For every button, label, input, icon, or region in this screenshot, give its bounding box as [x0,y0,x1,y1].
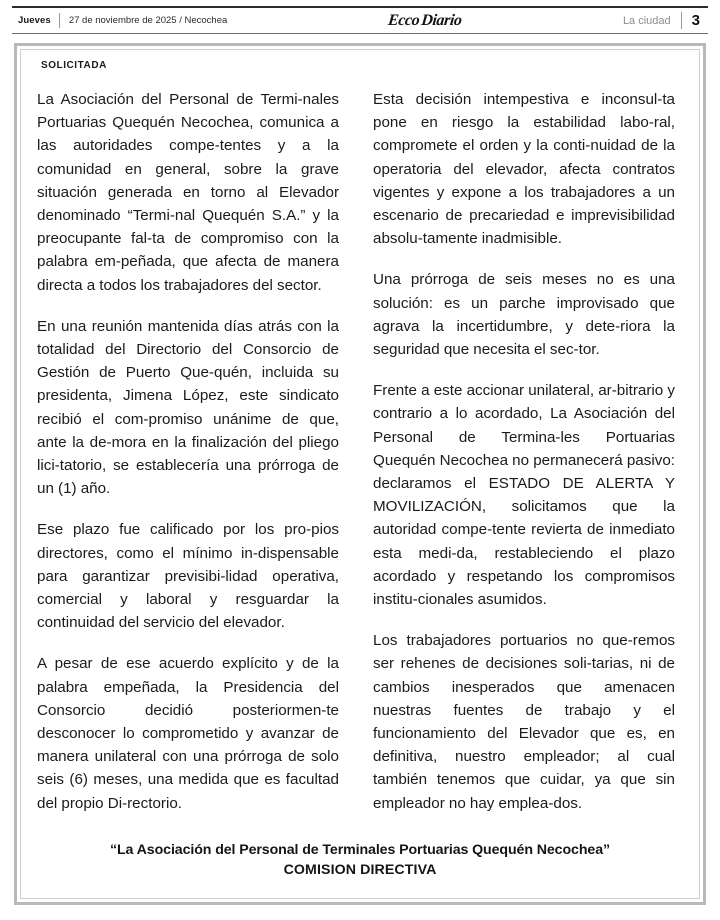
header-date: 27 de noviembre de 2025 / Necochea [68,15,228,26]
page-header [12,6,708,34]
solicitada-inner-frame [20,49,700,899]
header-weekday: Jueves [18,15,51,26]
logo-word-one: Ecco [387,11,421,29]
signature-body: COMISION DIRECTIVA [283,862,437,878]
solicitada-frame [14,43,706,905]
logo-word-two: Diario [420,11,463,29]
signature-organization: “La Asociación del Personal de Terminales Portuarias Quequén Necochea” [110,842,610,858]
column-right [373,88,675,815]
paragraph: Ese plazo fue calificado por los pro-pios directores, como el mínimo in-dispensable para garantizar previsibi-lidad operativa, comercial y laboral y resguardar la continuidad del servicio del elevador. [37,521,339,632]
article-columns [37,88,683,815]
paragraph: A pesar de ese acuerdo explícito y de la palabra empeñada, la Presidencia del Consorcio decidió posteriormen-te desconocer lo comprometido y avanzar de manera unilateral con una prórroga de solo seis (6) meses, una medida que es facultad del propio Di-rectorio. [37,655,339,812]
paragraph: En una reunión mantenida días atrás con la totalidad del Directorio del Consorcio de Gestión de Puerto Que-quén, incluida su presidenta, Jimena López, este sindicato recibió el com-promiso unánime de que, ante la de-mora en la finalización del pliego lici-tatorio, se establecería una prórroga de un (1) año. [37,317,339,498]
solicitada-kicker: SOLICITADA [41,60,107,71]
newspaper-logo [387,12,462,30]
paragraph: Los trabajadores portuarios no que-remos ser rehenes de decisiones soli-tarias, ni de cambios inesperados que amenacen nuestras fuentes de trabajo y el funcionamiento del Elevador que es, en definitiva, nuestro empleador; al cual también tenemos que cuidar, ya que sin empleador no hay emplea-dos. [373,632,675,812]
paragraph: Una prórroga de seis meses no es una solución: es un parche improvisado que agrava la incertidumbre, y dete-riora la seguridad que necesita el sec-tor. [373,271,675,359]
column-left [37,88,339,815]
paragraph: Esta decisión intempestiva e inconsul-ta pone en riesgo la estabilidad labo-ral, compromete el orden y la conti-nuidad de la operatoria del elevador, afecta contratos vigentes y expone a los trabajadores a un escenario de precariedad e imprevisibilidad absolu-tamente inadmisible. [373,91,675,248]
header-section-label: La ciudad [622,14,671,27]
signature-block [37,840,683,880]
page-number: 3 [691,12,700,29]
paragraph: La Asociación del Personal de Termi-nales Portuarias Quequén Necochea, comunica a las autoridades compe-tentes y a la comunidad en general, sobre la grave situación generada en torno al Elevador denominado “Termi-nal Quequén S.A.” y la preocupante fal-ta de compromiso con la palabra em-peñada, que afecta de manera directa a todos los trabajadores del sector. [37,91,339,294]
paragraph: Frente a este accionar unilateral, ar-bitrario y contrario a lo acordado, La Asociación del Personal de Termina-les Portuarias Quequén Necochea no permanecerá pasivo: declaramos el ESTADO DE ALERTA Y MOVILIZACIÓN, solicitamos que la autoridad compe-tente revierta de inmediato esta medi-da, restableciendo el plazo acordado y respetando los compromisos institu-cionales asumidos. [373,382,675,609]
